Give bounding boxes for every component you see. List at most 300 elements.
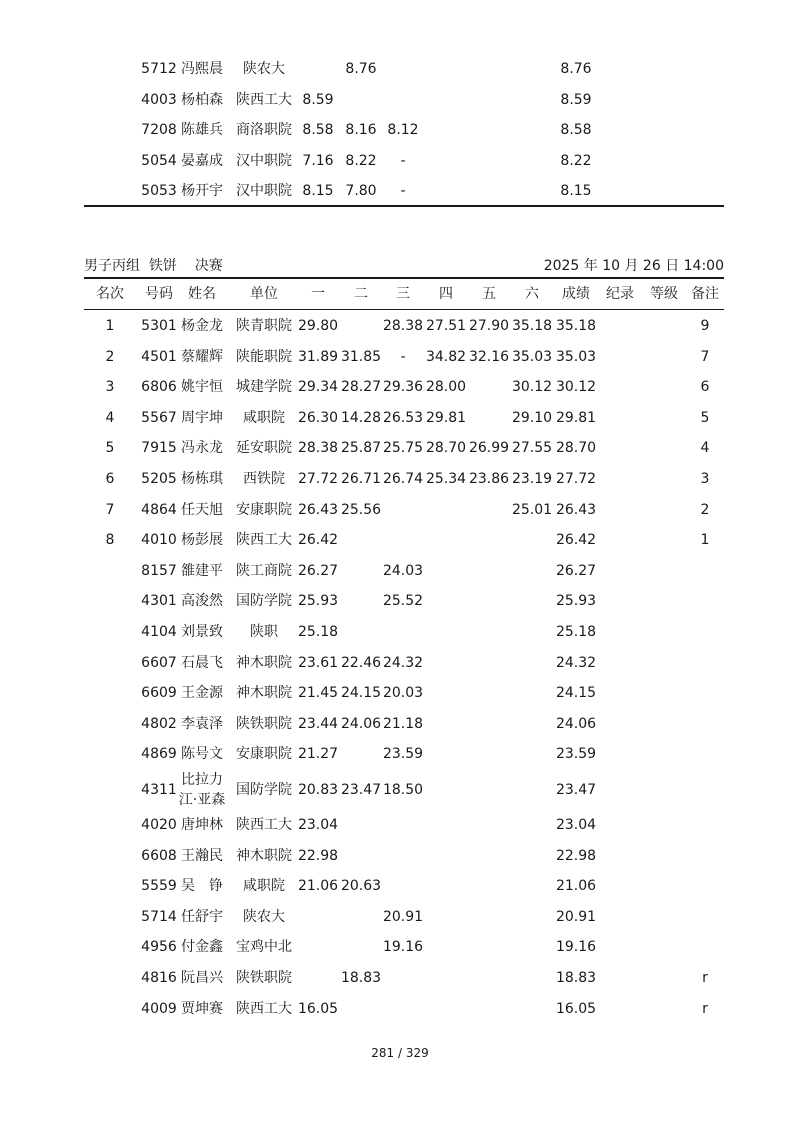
cell-a1: 26.42 [297,532,339,549]
cell-rank [84,54,136,85]
cell-a1: 8.58 [302,122,334,139]
cell-a1 [296,902,340,933]
cell-a4 [424,146,468,177]
cell-a5 [467,586,511,617]
cell-a6 [510,85,554,116]
cell-result: 26.43 [555,501,597,518]
cell-unit: 西铁院 [243,471,285,487]
cell-num: 4869 [141,746,177,763]
cell-result: 8.59 [560,91,592,108]
cell-name: 陈号文 [181,746,223,763]
cell-a1: 16.05 [297,1000,339,1017]
cell-a4 [424,115,468,146]
cell-unit: 陕西工大 [236,1000,292,1017]
cell-note: 9 [700,318,710,334]
col-rank-header: 名次 [96,286,124,302]
cell-num: 4956 [141,939,177,956]
cell-a3: 25.52 [382,593,424,610]
cell-result: 27.72 [555,471,597,487]
cell-a2: 25.56 [340,501,382,518]
cell-name: 晏嘉成 [181,152,223,169]
cell-note [686,902,724,933]
cell-num: 4020 [141,817,177,833]
cell-a5 [467,115,511,146]
table-row [84,54,724,85]
cell-record [598,994,642,1025]
cell-num: 5714 [141,908,177,925]
table-row [84,176,724,207]
cell-result: 8.15 [560,183,592,200]
cell-a5 [467,810,511,841]
cell-grade [642,709,686,740]
cell-a6 [510,902,554,933]
header-bottom-rule [84,309,724,310]
cell-unit: 陕能职院 [236,348,292,365]
cell-a3 [381,994,425,1025]
cell-grade [642,648,686,679]
cell-a2 [339,739,383,770]
cell-a5 [467,146,511,177]
cell-a1: 29.34 [297,379,339,396]
cell-a2: 24.06 [340,715,382,732]
cell-unit: 神木职院 [236,847,292,864]
cell-a3: 18.50 [382,782,424,798]
cell-rank: 1 [105,318,115,334]
cell-a5 [467,556,511,587]
cell-name: 阮昌兴 [181,970,223,986]
cell-record [598,495,642,526]
cell-record [598,902,642,933]
cell-name: 蔡耀辉 [181,348,223,365]
cell-record [598,932,642,963]
cell-a6 [510,770,554,810]
cell-a1: 8.15 [302,183,334,200]
cell-a1: 29.80 [297,318,339,334]
cell-a1: 7.16 [302,152,334,169]
cell-a4: 27.51 [425,318,467,334]
cell-a6 [510,176,554,207]
cell-a5 [467,54,511,85]
cell-grade [642,115,686,146]
cell-result: 23.04 [555,817,597,833]
table-row [84,770,724,810]
cell-a2: 7.80 [345,183,377,200]
cell-rank [84,85,136,116]
cell-a2: 26.71 [340,471,382,487]
cell-result: 8.22 [560,152,592,169]
cell-unit: 汉中职院 [236,152,292,169]
cell-a5 [467,176,511,207]
cell-a4 [424,176,468,207]
cell-name: 雒建平 [181,562,223,579]
cell-result: 19.16 [555,939,597,956]
col-note-header: 备注 [691,286,719,302]
table-row [84,311,724,342]
cell-name: 贾坤赛 [181,1000,223,1017]
cell-a1: 23.61 [297,654,339,671]
cell-a6 [510,115,554,146]
cell-num: 5712 [141,61,177,77]
cell-rank [84,810,136,841]
cell-num: 4816 [141,970,177,986]
table-row [84,146,724,177]
cell-num: 8157 [141,562,177,579]
cell-a5 [467,525,511,556]
table-row [84,495,724,526]
cell-a1: 8.59 [302,91,334,108]
cell-rank [84,963,136,994]
cell-grade [642,403,686,434]
cell-result: 29.81 [555,409,597,426]
cell-a4 [424,810,468,841]
cell-note [686,678,724,709]
cell-grade [642,902,686,933]
page-number: 281 / 329 [371,1046,429,1060]
cell-num: 6608 [141,847,177,864]
cell-rank [84,739,136,770]
cell-a6: 25.01 [511,501,553,518]
cell-a3: - [400,348,406,365]
cell-record [598,841,642,872]
cell-num: 4802 [141,715,177,732]
cell-rank: 8 [105,532,115,549]
col-attempt5-header: 五 [482,286,496,302]
cell-a6 [510,932,554,963]
cell-num: 5053 [141,183,177,200]
cell-a2: 8.76 [345,61,377,77]
cell-a2 [339,932,383,963]
table-row [84,372,724,403]
cell-result: 20.91 [555,908,597,925]
cell-a5: 26.99 [468,440,510,457]
table-row [84,871,724,902]
cell-a3: 8.12 [387,122,419,139]
cell-a2 [339,902,383,933]
cell-name: 石晨飞 [181,654,223,671]
table-row [84,403,724,434]
cell-note [686,709,724,740]
cell-note [686,739,724,770]
col-record-header: 纪录 [606,286,634,302]
cell-result: 26.27 [555,562,597,579]
cell-name: 杨彭展 [181,532,223,549]
cell-unit: 安康职院 [236,746,292,763]
table-row [84,902,724,933]
cell-a1 [296,54,340,85]
cell-result: 22.98 [555,847,597,864]
cell-rank [84,586,136,617]
cell-rank [84,617,136,648]
cell-record [598,586,642,617]
cell-result: 28.70 [555,440,597,457]
cell-a1: 20.83 [297,782,339,798]
cell-a3: 20.91 [382,908,424,925]
cell-a2: 22.46 [340,654,382,671]
cell-a4 [424,902,468,933]
cell-a6: 35.03 [511,348,553,365]
cell-note [686,871,724,902]
cell-a2 [339,994,383,1025]
cell-result: 26.42 [555,532,597,549]
cell-num: 4010 [141,532,177,549]
cell-a6 [510,739,554,770]
cell-a1: 21.06 [297,878,339,895]
table-row [84,841,724,872]
cell-rank [84,648,136,679]
cell-a4: 28.70 [425,440,467,457]
cell-name: 高浚然 [181,593,223,610]
cell-note: 6 [700,379,710,396]
cell-a5 [467,994,511,1025]
cell-a1: 21.27 [297,746,339,763]
cell-a1 [296,963,340,994]
cell-record [598,115,642,146]
cell-a3 [381,495,425,526]
event-datetime: 2025 年 10 月 26 日 14:00 [543,258,724,274]
cell-name: 付金鑫 [181,939,223,956]
cell-unit: 陕工商院 [236,562,292,579]
cell-num: 5567 [141,409,177,426]
cell-a1: 28.38 [297,440,339,457]
cell-a4: 29.81 [425,409,467,426]
table-row [84,932,724,963]
cell-num: 6609 [141,685,177,702]
cell-note [686,176,724,207]
cell-a3: - [400,152,406,169]
cell-grade [642,176,686,207]
table-row [84,525,724,556]
cell-unit: 商洛职院 [236,122,292,139]
cell-record [598,617,642,648]
cell-result: 21.06 [555,878,597,895]
cell-grade [642,433,686,464]
cell-grade [642,586,686,617]
cell-rank: 3 [105,379,115,396]
cell-record [598,525,642,556]
table-row [84,709,724,740]
cell-note [686,54,724,85]
cell-num: 4104 [141,624,177,640]
cell-name: 任舒宇 [181,908,223,925]
cell-a3: 21.18 [382,715,424,732]
cell-unit: 咸职院 [243,878,285,895]
cell-name: 任天旭 [181,501,223,518]
table-row [84,648,724,679]
cell-result: 35.18 [555,318,597,334]
cell-a1: 31.89 [297,348,339,365]
cell-note: 5 [700,409,710,426]
cell-result: 8.76 [560,61,592,77]
cell-unit: 咸职院 [243,409,285,426]
cell-name: 李袁泽 [181,715,223,732]
cell-grade [642,311,686,342]
cell-a5: 32.16 [468,348,510,365]
cell-a3: 26.53 [382,409,424,426]
cell-unit: 陕农大 [243,908,285,925]
cell-unit: 安康职院 [236,501,292,518]
cell-a3 [381,617,425,648]
cell-note [686,841,724,872]
cell-grade [642,932,686,963]
cell-note: 2 [700,501,710,518]
cell-note [686,617,724,648]
cell-num: 7915 [141,440,177,457]
cell-record [598,556,642,587]
cell-grade [642,739,686,770]
table-row [84,963,724,994]
cell-a4 [424,54,468,85]
cell-a4 [424,739,468,770]
cell-rank [84,994,136,1025]
cell-a6: 30.12 [511,379,553,396]
cell-rank [84,932,136,963]
cell-name: 姚宇恒 [181,379,223,396]
cell-unit: 国防学院 [236,782,292,798]
col-name-header: 姓名 [188,286,216,302]
table-row [84,586,724,617]
cell-grade [642,372,686,403]
cell-a3 [381,841,425,872]
cell-a5 [467,709,511,740]
cell-note: 7 [700,348,710,365]
cell-num: 5205 [141,471,177,487]
cell-a6 [510,871,554,902]
cell-note: 1 [700,532,710,549]
cell-a3: 24.32 [382,654,424,671]
cell-a4 [424,648,468,679]
cell-a6 [510,709,554,740]
cell-result: 24.32 [555,654,597,671]
cell-a3: 25.75 [382,440,424,457]
cell-rank [84,770,136,810]
cell-rank [84,115,136,146]
cell-a4 [424,617,468,648]
cell-rank [84,678,136,709]
cell-num: 4301 [141,593,177,610]
cell-note: 3 [700,471,710,487]
cell-note: r [702,970,708,986]
cell-result: 23.47 [555,782,597,798]
cell-note [686,556,724,587]
cell-grade [642,495,686,526]
cell-name: 唐坤林 [181,817,223,833]
cell-a4 [424,525,468,556]
cell-a2 [339,617,383,648]
col-attempt2-header: 二 [354,286,368,302]
cell-name: 吴 铮 [181,878,223,895]
cell-name: 杨金龙 [181,318,223,334]
cell-a3 [381,525,425,556]
table-row [84,433,724,464]
cell-rank [84,146,136,177]
cell-a3: 28.38 [382,318,424,334]
cell-record [598,85,642,116]
cell-result: 35.03 [555,348,597,365]
col-attempt3-header: 三 [396,286,410,302]
cell-a5 [467,372,511,403]
cell-a4 [424,709,468,740]
cell-num: 5301 [141,318,177,334]
cell-grade [642,54,686,85]
cell-name: 杨栋琪 [181,471,223,487]
cell-unit: 陕西工大 [236,532,292,549]
cell-a6 [510,994,554,1025]
cell-a6 [510,556,554,587]
cell-name: 王金源 [181,685,223,702]
cell-a1: 23.44 [297,715,339,732]
cell-note: 4 [700,440,710,457]
cell-name: 比拉力 江·亚森 [178,772,226,808]
cell-note [686,648,724,679]
cell-unit: 陕职 [250,624,278,640]
cell-grade [642,146,686,177]
cell-a2: 31.85 [340,348,382,365]
cell-rank [84,841,136,872]
cell-grade [642,963,686,994]
cell-a3: 29.36 [382,379,424,396]
cell-a4 [424,556,468,587]
cell-num: 5054 [141,152,177,169]
cell-rank: 5 [105,440,115,457]
cell-record [598,146,642,177]
cell-a6 [510,54,554,85]
cell-record [598,963,642,994]
cell-name: 冯永龙 [181,440,223,457]
cell-grade [642,994,686,1025]
cell-unit: 陕铁职院 [236,715,292,732]
cell-name: 王瀚民 [181,847,223,864]
cell-result: 30.12 [555,379,597,396]
cell-a5 [467,841,511,872]
col-result-header: 成绩 [562,286,590,302]
cell-a5: 23.86 [468,471,510,487]
cell-a6: 35.18 [511,318,553,334]
cell-result: 24.06 [555,715,597,732]
cell-a5 [467,678,511,709]
cell-result: 25.18 [555,624,597,640]
table-row [84,617,724,648]
cell-name: 刘景致 [181,624,223,640]
table-row [84,115,724,146]
cell-a5 [467,648,511,679]
cell-grade [642,678,686,709]
cell-a3 [381,85,425,116]
cell-rank: 4 [105,409,115,426]
cell-record [598,648,642,679]
cell-unit: 陕青职院 [236,318,292,334]
cell-grade [642,617,686,648]
table-row [84,556,724,587]
cell-a1: 25.93 [297,593,339,610]
cell-a2: 23.47 [340,782,382,798]
cell-record [598,709,642,740]
cell-a2 [339,586,383,617]
cell-a2 [339,525,383,556]
cell-a3: 26.74 [382,471,424,487]
col-attempt4-header: 四 [439,286,453,302]
cell-unit: 宝鸡中北 [236,939,292,956]
cell-note [686,932,724,963]
cell-unit: 国防学院 [236,593,292,610]
cell-grade [642,770,686,810]
cell-name: 杨柏森 [181,91,223,108]
cell-result: 25.93 [555,593,597,610]
cell-a6: 29.10 [511,409,553,426]
cell-a3: - [400,183,406,200]
cell-record [598,770,642,810]
cell-a5 [467,495,511,526]
cell-record [598,739,642,770]
